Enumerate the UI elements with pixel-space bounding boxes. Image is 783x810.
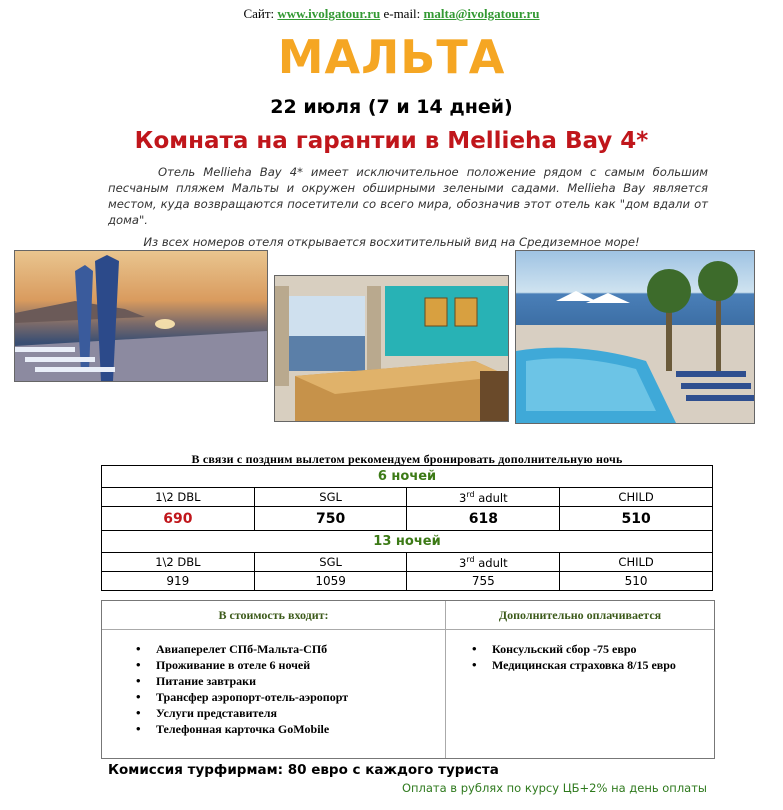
- extras-list: [472, 641, 676, 673]
- pool-scene: [516, 251, 754, 423]
- price-sgl-13: 1059: [254, 572, 407, 591]
- includes-item: • Авиаперелет СПб-Мальта-СПб: [136, 641, 348, 657]
- room-scene: [275, 276, 508, 421]
- col-third-adult: 3rd adult: [407, 488, 560, 507]
- late-flight-notice: В связи с поздним вылетом рекомендуем бронировать дополнительную ночь: [191, 452, 623, 466]
- sea-view-note: Из всех номеров отеля открывается восхитительный вид на Средиземное море!: [143, 235, 640, 249]
- price-child-6: 510: [560, 507, 713, 531]
- email-label: e-mail:: [383, 6, 421, 21]
- includes-item: • Трансфер аэропорт-отель-аэропорт: [136, 689, 348, 705]
- col-dbl: 1\2 DBL: [102, 553, 255, 572]
- extras-item: • Консульский сбор -75 евро: [472, 641, 676, 657]
- pool-photo: [515, 250, 755, 424]
- section-row: [102, 531, 713, 553]
- includes-item: • Телефонная карточка GoMobile: [136, 721, 348, 737]
- column-header-row: [102, 488, 713, 507]
- beach-photo: [14, 250, 268, 382]
- extras-header: Дополнительно оплачивается: [446, 601, 714, 630]
- site-link[interactable]: www.ivolgatour.ru: [277, 6, 381, 21]
- price-row-13: [102, 572, 713, 591]
- section-row: [102, 466, 713, 488]
- includes-item: • Проживание в отеле 6 ночей: [136, 657, 348, 673]
- price-dbl-13: 919: [102, 572, 255, 591]
- site-label: Сайт:: [243, 6, 275, 21]
- email-link[interactable]: malta@ivolgatour.ru: [423, 6, 540, 21]
- col-sgl: SGL: [254, 488, 407, 507]
- price-table: [101, 465, 713, 591]
- section-title-13-nights: 13 ночей: [102, 531, 713, 553]
- col-third-adult: 3rd adult: [407, 553, 560, 572]
- column-divider: [445, 629, 446, 758]
- beach-scene: [15, 251, 267, 381]
- includes-header: В стоимость входит:: [102, 601, 446, 630]
- includes-item: • Услуги представителя: [136, 705, 348, 721]
- agency-commission: Комиссия турфирмам: 80 евро с каждого туриста: [108, 762, 499, 778]
- price-third-13: 755: [407, 572, 560, 591]
- inclusions-table: [101, 600, 715, 759]
- country-title: МАЛЬТА: [277, 30, 506, 84]
- column-header-row: [102, 553, 713, 572]
- includes-item: • Питание завтраки: [136, 673, 348, 689]
- tour-dates: 22 июля (7 и 14 дней): [270, 96, 513, 118]
- room-photo: [274, 275, 509, 422]
- price-dbl-6: 690: [102, 507, 255, 531]
- price-child-13: 510: [560, 572, 713, 591]
- col-child: CHILD: [560, 488, 713, 507]
- col-child: CHILD: [560, 553, 713, 572]
- price-sgl-6: 750: [254, 507, 407, 531]
- contact-line: [0, 6, 783, 22]
- price-row-6: [102, 507, 713, 531]
- section-title-6-nights: 6 ночей: [102, 466, 713, 488]
- col-sgl: SGL: [254, 553, 407, 572]
- payment-note: Оплата в рублях по курсу ЦБ+2% на день оплаты: [401, 781, 707, 795]
- price-third-6: 618: [407, 507, 560, 531]
- includes-list: [136, 641, 348, 737]
- col-dbl: 1\2 DBL: [102, 488, 255, 507]
- hotel-subtitle: Комната на гарантии в Mellieha Bay 4*: [134, 128, 649, 154]
- hotel-description: Отель Mellieha Bay 4* имеет исключительное положение рядом с самым большим песчаным пляжем Мальты и окружен обширными зелеными садами. Mellieha Bay является местом, куда возвращаются посетители со всего мира, обозначив этот отель как "дом вдали от дома".: [108, 165, 708, 227]
- extras-item: • Медицинская страховка 8/15 евро: [472, 657, 676, 673]
